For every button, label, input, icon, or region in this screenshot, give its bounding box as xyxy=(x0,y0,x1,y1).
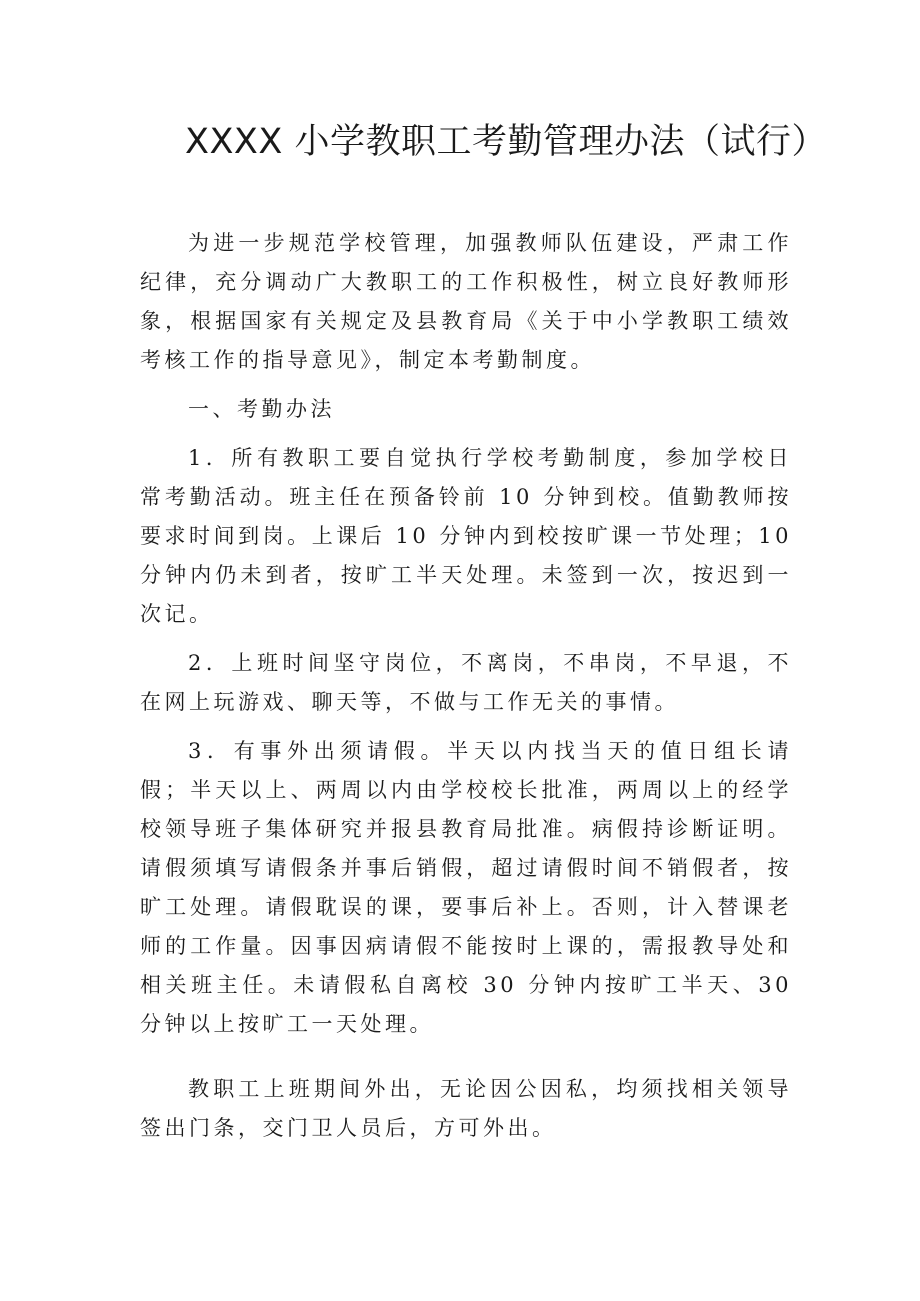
document-body xyxy=(140,224,792,1148)
section-heading-attendance-methods: 一、考勤办法 xyxy=(188,397,335,421)
note-paragraph: 教职工上班期间外出，无论因公因私，均须找相关领导签出门条，交门卫人员后，方可外出。 xyxy=(140,1077,792,1140)
rule-item-3: 3．有事外出须请假。半天以内找当天的值日组长请假；半天以上、两周以内由学校校长批准，两周以上的经学校领导班子集体研究并报县教育局批准。病假持诊断证明。请假须填写请假条并事后销假，超过请假时间不销假者，按旷工处理。请假耽误的课，要事后补上。否则，计入替课老师的工作量。因事因病请假不能按时上课的，需报教导处和相关班主任。未请假私自离校 30 分钟内按旷工半天、30 分钟以上按旷工一天处理。 xyxy=(140,739,792,1036)
rule-item-2: 2．上班时间坚守岗位，不离岗，不串岗，不早退，不在网上玩游戏、聊天等，不做与工作无关的事情。 xyxy=(140,651,792,714)
intro-paragraph: 为进一步规范学校管理，加强教师队伍建设，严肃工作纪律，充分调动广大教职工的工作积极性，树立良好教师形象，根据国家有关规定及县教育局《关于中小学教职工绩效考核工作的指导意见》，制定本考勤制度。 xyxy=(140,231,792,372)
document-title: XXXX 小学教职工考勤管理办法（试行） xyxy=(184,122,828,162)
rule-item-1: 1．所有教职工要自觉执行学校考勤制度，参加学校日常考勤活动。班主任在预备铃前 10 分钟到校。值勤教师按要求时间到岗。上课后 10 分钟内到校按旷课一节处理；10 分钟内仍未到者，按旷工半天处理。未签到一次，按迟到一次记。 xyxy=(140,446,792,626)
